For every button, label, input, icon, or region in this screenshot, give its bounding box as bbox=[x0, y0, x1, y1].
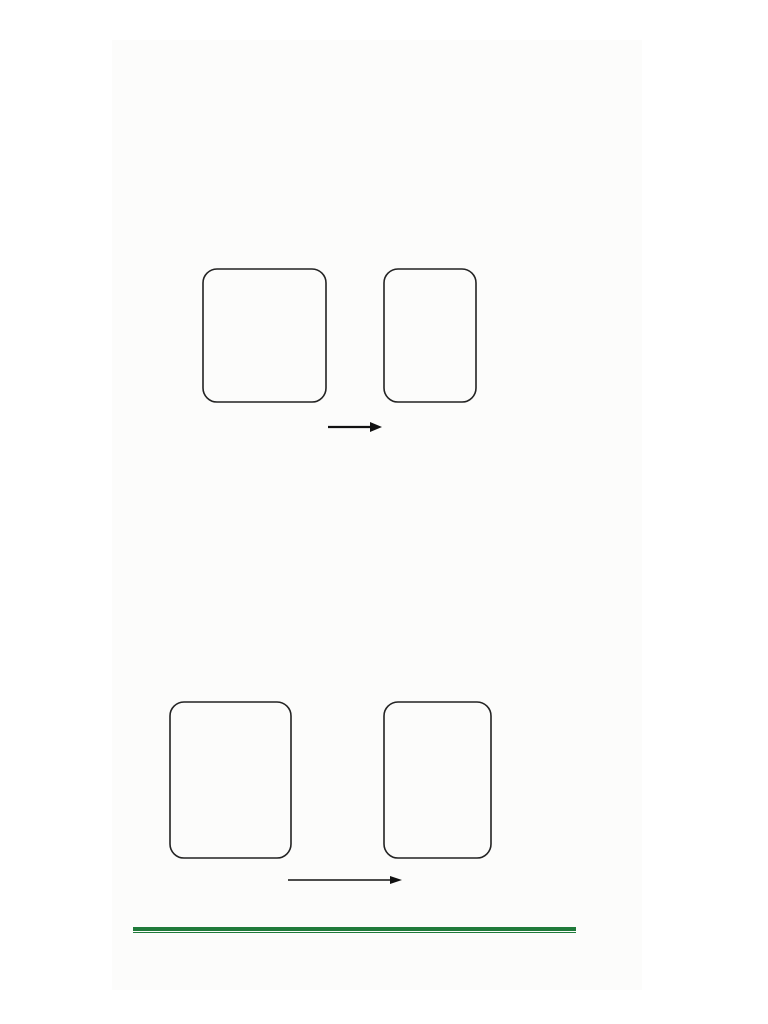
footer-rule-thin bbox=[133, 932, 576, 933]
ordered-pairs-paragraph bbox=[129, 458, 574, 478]
function-paragraph bbox=[129, 573, 574, 593]
relation-paragraph bbox=[129, 155, 574, 175]
page-background bbox=[112, 40, 642, 990]
side-ruler-decoration bbox=[583, 52, 633, 932]
footer-rule bbox=[133, 927, 576, 931]
top-ruler-decoration bbox=[132, 52, 602, 108]
